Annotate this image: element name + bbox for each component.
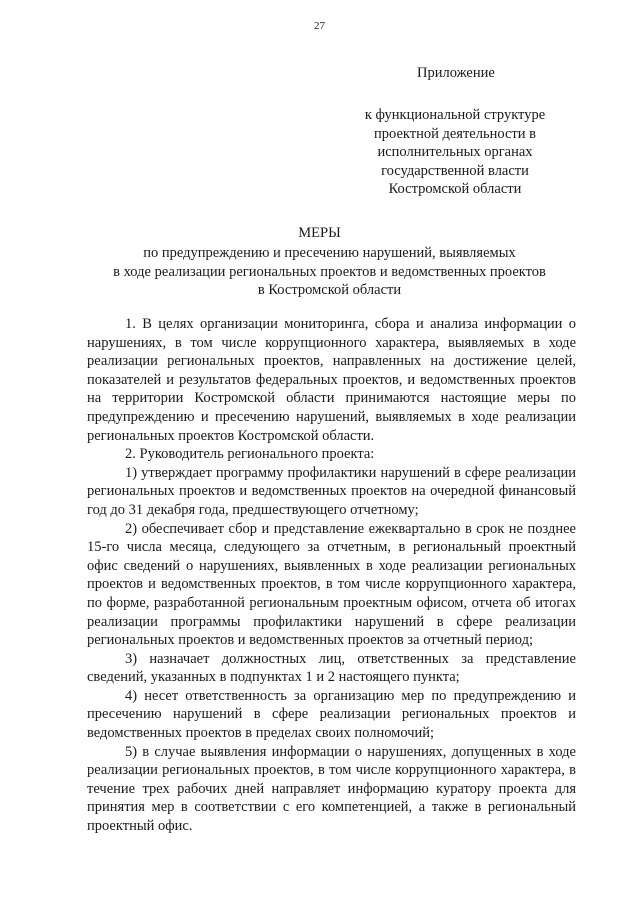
appendix-line: к функциональной структуре bbox=[364, 107, 546, 123]
subtitle-line: по предупреждению и пресечению нарушений, выявляемых bbox=[143, 245, 516, 261]
document-subtitle bbox=[80, 244, 579, 300]
paragraph: 3) назначает должностных лиц, ответственных за представление сведений, указанных в подпунктах 1 и 2 настоящего пункта; bbox=[87, 650, 576, 686]
document-title: МЕРЫ bbox=[298, 225, 341, 241]
appendix-line: исполнительных органах bbox=[377, 144, 533, 160]
appendix-label: Приложение bbox=[417, 65, 495, 81]
paragraph: 2. Руководитель регионального проекта: bbox=[125, 446, 375, 463]
appendix-line: проектной деятельности в bbox=[374, 125, 536, 142]
appendix-line: государственной власти bbox=[381, 162, 529, 179]
subtitle-line: в ходе реализации региональных проектов и ведомственных проектов bbox=[113, 263, 546, 280]
paragraph: 5) в случае выявления информации о нарушениях, допущенных в ходе реализации региональных проектов, в том числе коррупционного характера, в течение трех рабочих дней направляет информацию куратору проекта для принятия мер в соответствии с его компетенцией, а также в региональный проектный офис. bbox=[87, 743, 576, 835]
appendix-reference bbox=[355, 106, 555, 199]
appendix-line: Костромской области bbox=[388, 181, 522, 197]
page-number: 27 bbox=[314, 20, 325, 32]
paragraph: 1. В целях организации мониторинга, сбора и анализа информации о нарушениях, в том числе коррупционного характера, выявляемых в ходе реализации региональных проектов, направленных на достижение целей, показателей и результатов федеральных проектов, и ведомственных проектов на территории Костромской области принимаются настоящие меры по предупреждению и пресечению нарушений, выявляемых в ходе реализации региональных проектов Костромской области. bbox=[87, 316, 576, 444]
paragraph: 2) обеспечивает сбор и представление ежеквартально в срок не позднее 15-го числа месяца, следующего за отчетным, в региональный проектный офис сведений о нарушениях, выявленных в ходе реализации региональных проектов и ведомственных проектов, в том числе коррупционного характера, по форме, разработанной региональным проектным офисом, отчета об итогах реализации программы профилактики нарушений в сфере реализации региональных проектов и ведомственных проектов за отчетный период; bbox=[87, 520, 576, 649]
document-body bbox=[87, 315, 576, 836]
paragraph: 4) несет ответственность за организацию мер по предупреждению и пресечению нарушений в сфере реализации региональных проектов и ведомственных проектов в пределах своих полномочий; bbox=[87, 687, 576, 742]
paragraph: 1) утверждает программу профилактики нарушений в сфере реализации региональных проектов и ведомственных проектов на очередной финансовый год до 31 декабря года, предшествующего отчетному; bbox=[87, 464, 576, 518]
subtitle-line: в Костромской области bbox=[257, 282, 402, 298]
